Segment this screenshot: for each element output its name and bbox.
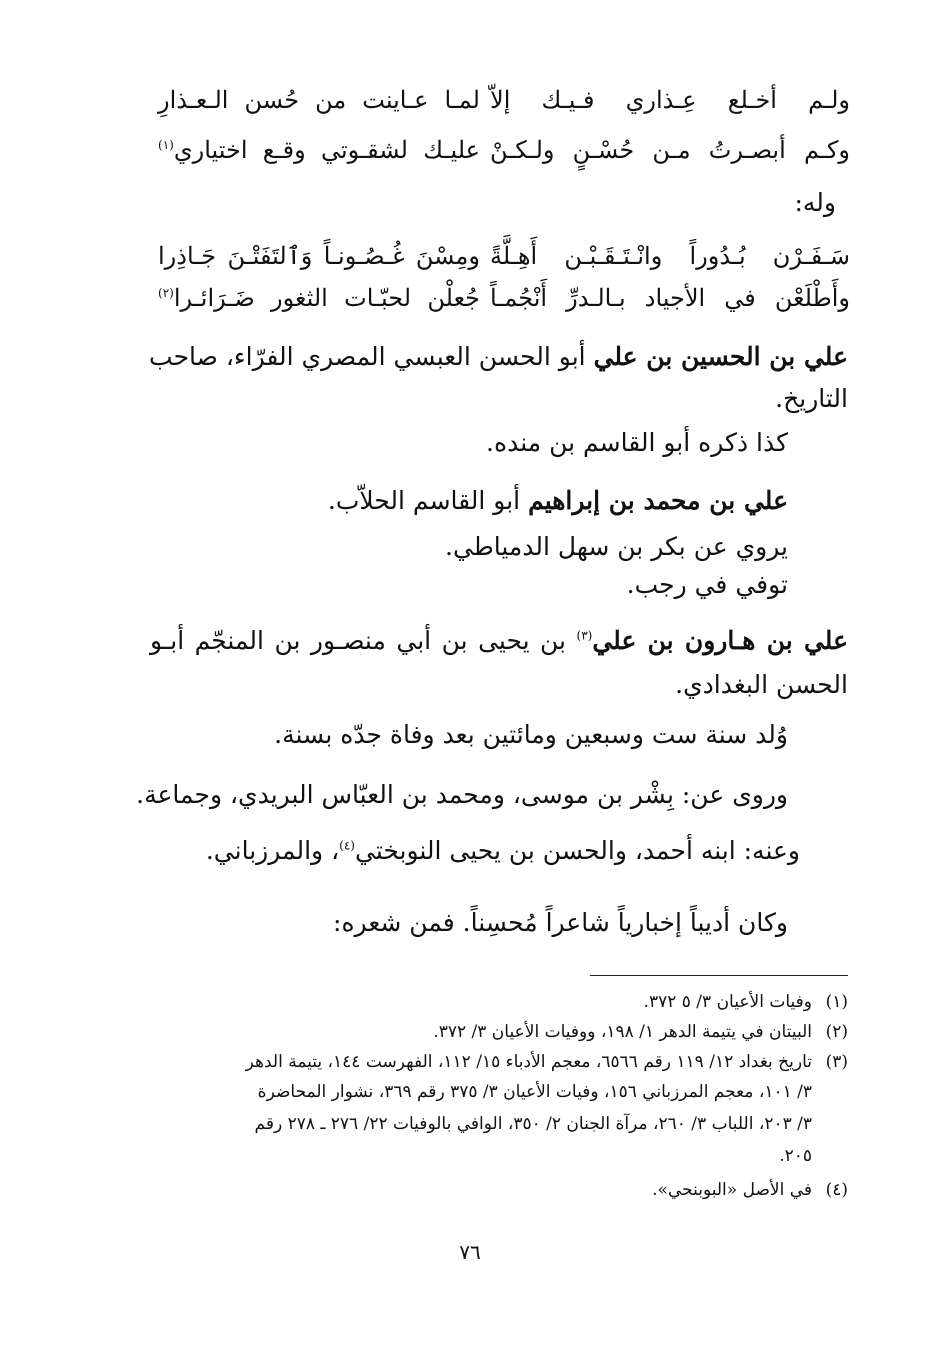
footnote-ref-3: (٣) xyxy=(576,628,593,643)
poem2-verse1-second-hemistich xyxy=(158,242,480,270)
wa-lahu-label: وله: xyxy=(794,188,836,217)
entry3-line5-b: ، والمرزباني. xyxy=(205,836,340,865)
footnote-separator xyxy=(590,975,848,976)
poem2-verse1-second-text: ومِسْنَ غُـصُـونـاً وَٱلتَفَتْـنَ جَـاذِرا xyxy=(158,242,480,270)
entry3-line3: وُلد سنة ست وسبعين ومائتين بعد وفاة جدّه بسنة. xyxy=(274,720,788,749)
footnote-4-text: في الأصل «البوبنحي». xyxy=(652,1180,812,1200)
footnote-3-line2: ٣/ ١٠١، معجم المرزباني ١٥٦، وفيات الأعيان ٣/ ٣٧٥ رقم ٣٦٩، نشوار المحاضرة xyxy=(257,1082,812,1102)
entry1-heading-line xyxy=(150,342,848,371)
poem1-verse1-second-text: لمـا عـاينت من حُسن الـعـذارِ xyxy=(158,86,480,114)
entry1-line3: كذا ذكره أبو القاسم بن منده. xyxy=(486,428,788,457)
entry1-name: علي بن الحسين بن علي xyxy=(593,342,848,371)
footnote-2-text: البيتان في يتيمة الدهر ١/ ١٩٨، ووفيات الأعيان ٣/ ٣٧٢. xyxy=(433,1022,812,1042)
footnote-ref-2: (٢) xyxy=(158,286,174,300)
page-number: ٧٦ xyxy=(459,1240,481,1264)
footnote-3-text-line1: تاريخ بغداد ١٢/ ١١٩ رقم ٦٥٦٦، معجم الأدباء ١٥/ ١١٢، الفهرست ١٤٤، يتيمة الدهر xyxy=(245,1052,812,1072)
footnote-2-number: (٢) xyxy=(825,1022,848,1042)
entry3-name: علي بن هـارون بن علي xyxy=(592,626,848,655)
entry3-line4: وروى عن: بِشْر بن موسى، ومحمد بن العبّاس البريدي، وجماعة. xyxy=(136,780,788,809)
footnote-3-line4: ٢٠٥. xyxy=(779,1146,812,1166)
footnote-4-number: (٤) xyxy=(825,1180,848,1200)
poem1-verse2-second-text: عليـك لشقـوتي وقـع اختياري xyxy=(173,136,480,164)
entry1-line1-rest: أبو الحسن العبسي المصري الفرّاء، صاحب xyxy=(149,342,594,371)
footnote-1-text: وفيات الأعيان ٣/ ٥ ٣٧٢. xyxy=(643,992,812,1012)
poem1-verse1-second-hemistich xyxy=(158,86,480,114)
entry1-line2: التاريخ. xyxy=(775,384,848,413)
poem2-verse2-second-text: جُعلْن لحبّـات الثغور ضَـرَائـرا xyxy=(173,284,480,312)
footnote-1-number: (١) xyxy=(825,992,848,1012)
entry2-name-rest: أبو القاسم الحلاّب. xyxy=(327,486,529,515)
entry3-line6: وكان أديباً إخبارياً شاعراً مُحسِناً. فمن شعره: xyxy=(333,908,788,937)
entry3-line1-rest: بن يحيى بن أبي منصـور بن المنجّم أبـو xyxy=(150,626,577,655)
entry2-heading-line xyxy=(328,486,788,515)
poem1-verse2-first-hemistich: وكـم أبصـرتُ مـن حُسْـنٍ ولـكـنْ xyxy=(490,136,850,164)
entry2-line2: يروي عن بكر بن سهل الدمياطي. xyxy=(445,532,788,561)
poem2-verse1-first-hemistich: سَـفَـرْن بُـدُوراً وانْـتَـقَـبْـن أَهِـلَّةً xyxy=(490,242,850,270)
footnote-ref-1: (١) xyxy=(158,138,174,152)
footnote-ref-4: (٤) xyxy=(339,838,355,853)
footnote-3-line1 xyxy=(96,1052,848,1072)
entry2-line3: توفي في رجب. xyxy=(626,570,788,599)
poem2-verse2-first-hemistich: وأَطْلَعْن في الأجياد بـالـدرِّ أَنْجُمـاً xyxy=(490,284,850,312)
entry3-line5-a: وعنه: ابنه أحمد، والحسن بن يحيى النوبختي xyxy=(354,836,800,865)
poem2-verse2-second-hemistich xyxy=(158,284,480,312)
footnote-3-number: (٣) xyxy=(825,1052,848,1072)
entry2-name: علي بن محمد بن إبراهيم xyxy=(528,486,788,515)
footnote-2 xyxy=(433,1022,848,1042)
poem1-verse1-first-hemistich: ولـم أخـلع عِـذاري فـيـك إلاّ xyxy=(490,86,850,114)
footnote-4 xyxy=(652,1180,848,1200)
entry3-line2: الحسن البغدادي. xyxy=(675,670,848,699)
footnote-1 xyxy=(644,992,848,1012)
footnote-3-line3: ٣/ ٢٠٣، اللباب ٣/ ٢٦٠، مرآة الجنان ٢/ ٣٥٠، الوافي بالوفيات ٢٢/ ٢٧٦ ـ ٢٧٨ رقم xyxy=(254,1114,812,1134)
entry3-line5 xyxy=(206,836,800,865)
entry3-heading-line xyxy=(150,626,848,655)
poem1-verse2-second-hemistich xyxy=(158,136,480,164)
